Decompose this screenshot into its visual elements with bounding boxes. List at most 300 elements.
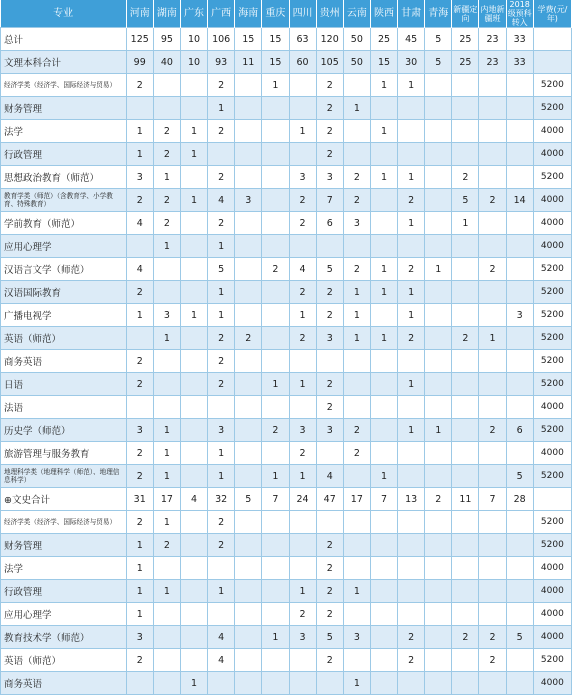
column-header: 甘肃 bbox=[398, 0, 425, 28]
quota-cell: 32 bbox=[208, 488, 235, 511]
row-label: 教育学类（师范）（含教育学、小学教育、特殊教育） bbox=[1, 189, 127, 212]
quota-cell: 2 bbox=[126, 74, 153, 97]
quota-cell bbox=[208, 672, 235, 695]
tuition-cell: 5200 bbox=[533, 74, 571, 97]
quota-cell bbox=[289, 557, 316, 580]
quota-cell bbox=[506, 258, 533, 281]
column-header: 陕西 bbox=[370, 0, 397, 28]
quota-cell bbox=[479, 74, 506, 97]
quota-cell: 2 bbox=[398, 258, 425, 281]
quota-cell bbox=[153, 258, 180, 281]
quota-cell bbox=[262, 235, 289, 258]
quota-cell: 7 bbox=[479, 488, 506, 511]
table-row bbox=[1, 212, 572, 235]
quota-cell bbox=[262, 672, 289, 695]
tuition-cell: 4000 bbox=[533, 396, 571, 419]
quota-cell: 1 bbox=[452, 212, 479, 235]
quota-cell bbox=[235, 465, 262, 488]
quota-cell bbox=[479, 396, 506, 419]
quota-cell: 2 bbox=[289, 442, 316, 465]
quota-cell: 15 bbox=[235, 28, 262, 51]
tuition-cell: 4000 bbox=[533, 143, 571, 166]
column-header: 广东 bbox=[180, 0, 207, 28]
row-label: 日语 bbox=[1, 373, 127, 396]
quota-cell bbox=[506, 442, 533, 465]
quota-cell bbox=[452, 442, 479, 465]
quota-cell: 1 bbox=[370, 74, 397, 97]
quota-cell bbox=[452, 396, 479, 419]
quota-cell: 1 bbox=[208, 235, 235, 258]
quota-cell: 3 bbox=[126, 166, 153, 189]
quota-cell bbox=[425, 120, 452, 143]
table-row bbox=[1, 534, 572, 557]
quota-cell: 1 bbox=[126, 304, 153, 327]
quota-cell: 2 bbox=[316, 580, 343, 603]
row-label: 汉语言文学（师范） bbox=[1, 258, 127, 281]
quota-cell: 63 bbox=[289, 28, 316, 51]
column-header: 重庆 bbox=[262, 0, 289, 28]
tuition-cell: 5200 bbox=[533, 350, 571, 373]
quota-cell bbox=[370, 580, 397, 603]
quota-cell: 1 bbox=[370, 327, 397, 350]
quota-cell bbox=[506, 350, 533, 373]
quota-cell: 1 bbox=[289, 304, 316, 327]
quota-cell: 1 bbox=[343, 672, 370, 695]
quota-cell: 28 bbox=[506, 488, 533, 511]
quota-cell bbox=[180, 166, 207, 189]
quota-cell bbox=[479, 235, 506, 258]
quota-cell bbox=[343, 373, 370, 396]
quota-cell: 1 bbox=[126, 557, 153, 580]
quota-cell bbox=[398, 465, 425, 488]
quota-cell bbox=[289, 74, 316, 97]
quota-cell bbox=[370, 350, 397, 373]
quota-cell: 4 bbox=[180, 488, 207, 511]
quota-cell: 2 bbox=[153, 143, 180, 166]
row-label: 地理科学类（地理科学（师范）、地理信息科学） bbox=[1, 465, 127, 488]
quota-cell: 2 bbox=[479, 258, 506, 281]
quota-cell bbox=[153, 626, 180, 649]
quota-cell bbox=[479, 442, 506, 465]
quota-cell: 1 bbox=[208, 465, 235, 488]
quota-cell: 2 bbox=[479, 626, 506, 649]
quota-cell bbox=[425, 580, 452, 603]
quota-cell: 3 bbox=[343, 626, 370, 649]
column-header: 内地新疆班 bbox=[479, 0, 506, 28]
quota-cell bbox=[506, 212, 533, 235]
quota-cell bbox=[126, 396, 153, 419]
quota-cell bbox=[235, 258, 262, 281]
quota-cell bbox=[479, 97, 506, 120]
quota-cell bbox=[370, 672, 397, 695]
quota-cell bbox=[343, 649, 370, 672]
quota-cell: 24 bbox=[289, 488, 316, 511]
quota-cell bbox=[425, 373, 452, 396]
quota-cell bbox=[235, 603, 262, 626]
quota-cell: 4 bbox=[316, 465, 343, 488]
quota-cell bbox=[425, 166, 452, 189]
quota-cell bbox=[398, 442, 425, 465]
quota-cell bbox=[235, 626, 262, 649]
quota-cell bbox=[235, 649, 262, 672]
quota-cell: 1 bbox=[153, 580, 180, 603]
quota-cell bbox=[316, 235, 343, 258]
quota-cell bbox=[506, 580, 533, 603]
quota-cell bbox=[153, 396, 180, 419]
quota-cell bbox=[479, 580, 506, 603]
quota-cell: 2 bbox=[289, 603, 316, 626]
row-label: 总计 bbox=[1, 28, 127, 51]
quota-cell: 1 bbox=[180, 143, 207, 166]
quota-cell bbox=[343, 120, 370, 143]
quota-cell bbox=[452, 74, 479, 97]
quota-cell: 2 bbox=[316, 603, 343, 626]
table-row bbox=[1, 419, 572, 442]
quota-cell: 1 bbox=[289, 373, 316, 396]
table-row bbox=[1, 511, 572, 534]
tuition-cell: 4000 bbox=[533, 557, 571, 580]
quota-cell bbox=[180, 258, 207, 281]
quota-cell: 1 bbox=[126, 143, 153, 166]
quota-cell: 31 bbox=[126, 488, 153, 511]
tuition-cell: 4000 bbox=[533, 603, 571, 626]
quota-cell: 2 bbox=[316, 373, 343, 396]
quota-cell: 1 bbox=[398, 281, 425, 304]
row-label: 财务管理 bbox=[1, 97, 127, 120]
quota-cell bbox=[262, 327, 289, 350]
quota-cell bbox=[479, 603, 506, 626]
quota-cell bbox=[452, 534, 479, 557]
quota-cell: 14 bbox=[506, 189, 533, 212]
quota-cell bbox=[235, 534, 262, 557]
quota-cell bbox=[262, 304, 289, 327]
quota-cell bbox=[180, 580, 207, 603]
quota-cell bbox=[262, 97, 289, 120]
table-row bbox=[1, 235, 572, 258]
quota-cell: 2 bbox=[262, 419, 289, 442]
row-label: 商务英语 bbox=[1, 672, 127, 695]
quota-cell bbox=[370, 511, 397, 534]
quota-cell bbox=[370, 189, 397, 212]
quota-cell: 2 bbox=[452, 626, 479, 649]
column-header: 新疆定向 bbox=[452, 0, 479, 28]
quota-cell: 2 bbox=[208, 373, 235, 396]
quota-cell: 2 bbox=[343, 442, 370, 465]
table-row bbox=[1, 189, 572, 212]
column-header: 云南 bbox=[343, 0, 370, 28]
quota-cell bbox=[452, 373, 479, 396]
quota-cell bbox=[398, 672, 425, 695]
table-body bbox=[1, 28, 572, 695]
row-label: 法语 bbox=[1, 396, 127, 419]
quota-cell: 105 bbox=[316, 51, 343, 74]
quota-cell bbox=[425, 534, 452, 557]
quota-cell bbox=[370, 534, 397, 557]
quota-cell: 60 bbox=[289, 51, 316, 74]
quota-cell: 1 bbox=[370, 258, 397, 281]
quota-cell: 15 bbox=[262, 28, 289, 51]
quota-cell bbox=[235, 304, 262, 327]
quota-cell bbox=[153, 557, 180, 580]
quota-cell: 2 bbox=[153, 534, 180, 557]
quota-cell: 2 bbox=[452, 166, 479, 189]
quota-cell: 47 bbox=[316, 488, 343, 511]
quota-cell bbox=[126, 672, 153, 695]
quota-cell bbox=[398, 557, 425, 580]
quota-cell bbox=[343, 534, 370, 557]
row-label: 学前教育（师范） bbox=[1, 212, 127, 235]
quota-cell bbox=[425, 304, 452, 327]
row-label: 旅游管理与服务教育 bbox=[1, 442, 127, 465]
quota-cell bbox=[235, 511, 262, 534]
quota-cell bbox=[425, 350, 452, 373]
quota-cell: 93 bbox=[208, 51, 235, 74]
quota-cell: 2 bbox=[153, 212, 180, 235]
quota-cell bbox=[425, 672, 452, 695]
quota-cell bbox=[289, 511, 316, 534]
quota-cell: 1 bbox=[126, 120, 153, 143]
quota-cell bbox=[180, 350, 207, 373]
quota-cell: 1 bbox=[289, 120, 316, 143]
quota-cell: 2 bbox=[398, 649, 425, 672]
quota-cell: 1 bbox=[208, 580, 235, 603]
quota-cell: 1 bbox=[398, 304, 425, 327]
quota-cell bbox=[153, 74, 180, 97]
quota-cell: 10 bbox=[180, 28, 207, 51]
quota-cell bbox=[153, 373, 180, 396]
column-header: 河南 bbox=[126, 0, 153, 28]
quota-cell bbox=[153, 97, 180, 120]
quota-cell: 2 bbox=[126, 281, 153, 304]
quota-cell bbox=[425, 557, 452, 580]
quota-cell: 6 bbox=[506, 419, 533, 442]
quota-cell bbox=[180, 97, 207, 120]
quota-cell bbox=[506, 97, 533, 120]
quota-cell: 3 bbox=[289, 626, 316, 649]
row-label: 经济学类（经济学、国际经济与贸易） bbox=[1, 74, 127, 97]
quota-cell bbox=[398, 511, 425, 534]
header-row bbox=[1, 0, 572, 28]
quota-cell: 5 bbox=[316, 258, 343, 281]
quota-cell: 1 bbox=[370, 166, 397, 189]
quota-cell bbox=[180, 626, 207, 649]
row-label: 思想政治教育（师范） bbox=[1, 166, 127, 189]
table-row bbox=[1, 304, 572, 327]
table-row bbox=[1, 258, 572, 281]
quota-cell bbox=[452, 649, 479, 672]
row-label: 法学 bbox=[1, 120, 127, 143]
quota-cell: 2 bbox=[316, 557, 343, 580]
quota-cell: 50 bbox=[343, 28, 370, 51]
quota-cell bbox=[452, 304, 479, 327]
quota-cell: 1 bbox=[180, 189, 207, 212]
quota-cell: 2 bbox=[479, 189, 506, 212]
quota-cell: 50 bbox=[343, 51, 370, 74]
table-row bbox=[1, 74, 572, 97]
tuition-cell: 5200 bbox=[533, 166, 571, 189]
quota-cell bbox=[180, 281, 207, 304]
quota-cell bbox=[235, 350, 262, 373]
quota-cell bbox=[398, 235, 425, 258]
quota-cell bbox=[343, 350, 370, 373]
quota-cell bbox=[235, 396, 262, 419]
quota-cell bbox=[235, 580, 262, 603]
table-row bbox=[1, 281, 572, 304]
row-label: 商务英语 bbox=[1, 350, 127, 373]
table-row bbox=[1, 465, 572, 488]
quota-cell bbox=[506, 74, 533, 97]
quota-cell: 3 bbox=[506, 304, 533, 327]
tuition-cell: 4000 bbox=[533, 235, 571, 258]
quota-cell bbox=[180, 534, 207, 557]
tuition-cell: 4000 bbox=[533, 672, 571, 695]
quota-cell: 1 bbox=[262, 626, 289, 649]
quota-cell: 2 bbox=[126, 189, 153, 212]
table-row bbox=[1, 603, 572, 626]
quota-cell bbox=[479, 350, 506, 373]
quota-cell: 2 bbox=[208, 166, 235, 189]
quota-cell: 3 bbox=[343, 212, 370, 235]
tuition-cell: 5200 bbox=[533, 97, 571, 120]
quota-cell: 1 bbox=[126, 580, 153, 603]
quota-cell: 5 bbox=[425, 51, 452, 74]
quota-cell bbox=[153, 603, 180, 626]
quota-cell bbox=[452, 235, 479, 258]
quota-cell: 2 bbox=[289, 212, 316, 235]
quota-cell: 1 bbox=[153, 235, 180, 258]
column-header: 贵州 bbox=[316, 0, 343, 28]
quota-cell: 3 bbox=[126, 626, 153, 649]
quota-cell bbox=[208, 143, 235, 166]
tuition-cell bbox=[533, 28, 571, 51]
quota-cell: 2 bbox=[316, 120, 343, 143]
row-label: 英语（师范） bbox=[1, 649, 127, 672]
quota-cell bbox=[262, 396, 289, 419]
quota-cell bbox=[316, 350, 343, 373]
quota-cell: 2 bbox=[289, 189, 316, 212]
quota-cell: 2 bbox=[343, 189, 370, 212]
quota-cell: 1 bbox=[398, 74, 425, 97]
quota-cell: 1 bbox=[370, 465, 397, 488]
quota-cell: 5 bbox=[235, 488, 262, 511]
quota-cell bbox=[452, 557, 479, 580]
quota-cell: 106 bbox=[208, 28, 235, 51]
quota-cell: 2 bbox=[316, 143, 343, 166]
quota-cell bbox=[370, 143, 397, 166]
table-row bbox=[1, 488, 572, 511]
quota-cell: 3 bbox=[208, 419, 235, 442]
row-label: 文理本科合计 bbox=[1, 51, 127, 74]
quota-cell: 1 bbox=[126, 534, 153, 557]
quota-cell bbox=[425, 649, 452, 672]
quota-cell: 1 bbox=[289, 465, 316, 488]
quota-cell bbox=[398, 350, 425, 373]
quota-cell bbox=[262, 350, 289, 373]
quota-cell: 4 bbox=[126, 258, 153, 281]
quota-cell: 1 bbox=[208, 304, 235, 327]
quota-cell: 1 bbox=[343, 281, 370, 304]
quota-cell bbox=[180, 511, 207, 534]
quota-cell bbox=[235, 212, 262, 235]
quota-cell: 5 bbox=[506, 626, 533, 649]
row-label: 财务管理 bbox=[1, 534, 127, 557]
quota-cell: 4 bbox=[208, 626, 235, 649]
quota-cell bbox=[343, 511, 370, 534]
quota-cell: 25 bbox=[452, 28, 479, 51]
quota-cell bbox=[289, 672, 316, 695]
quota-cell bbox=[126, 97, 153, 120]
column-header: 学费(元/年) bbox=[533, 0, 571, 28]
quota-cell bbox=[235, 373, 262, 396]
quota-cell bbox=[370, 212, 397, 235]
quota-cell: 1 bbox=[153, 511, 180, 534]
quota-cell: 2 bbox=[398, 626, 425, 649]
quota-cell bbox=[370, 235, 397, 258]
row-label: 教育技术学（师范） bbox=[1, 626, 127, 649]
table-row bbox=[1, 672, 572, 695]
quota-cell: 2 bbox=[126, 373, 153, 396]
quota-cell bbox=[289, 350, 316, 373]
column-header: 四川 bbox=[289, 0, 316, 28]
tuition-cell: 5200 bbox=[533, 534, 571, 557]
row-label: 法学 bbox=[1, 557, 127, 580]
quota-cell bbox=[180, 557, 207, 580]
quota-cell: 3 bbox=[316, 419, 343, 442]
quota-cell: 10 bbox=[180, 51, 207, 74]
quota-cell bbox=[262, 580, 289, 603]
quota-cell: 125 bbox=[126, 28, 153, 51]
quota-cell bbox=[398, 534, 425, 557]
quota-cell bbox=[262, 189, 289, 212]
quota-cell: 2 bbox=[425, 488, 452, 511]
quota-cell bbox=[452, 143, 479, 166]
quota-cell bbox=[235, 143, 262, 166]
quota-cell bbox=[262, 166, 289, 189]
quota-cell: 3 bbox=[126, 419, 153, 442]
quota-cell: 1 bbox=[208, 281, 235, 304]
quota-cell bbox=[235, 74, 262, 97]
quota-cell: 5 bbox=[316, 626, 343, 649]
quota-cell: 6 bbox=[316, 212, 343, 235]
quota-cell: 3 bbox=[316, 166, 343, 189]
quota-cell bbox=[370, 419, 397, 442]
quota-cell bbox=[479, 465, 506, 488]
quota-cell bbox=[425, 626, 452, 649]
quota-cell bbox=[208, 557, 235, 580]
quota-cell: 11 bbox=[235, 51, 262, 74]
quota-cell: 4 bbox=[289, 258, 316, 281]
quota-cell: 1 bbox=[153, 442, 180, 465]
quota-cell: 4 bbox=[208, 649, 235, 672]
quota-cell bbox=[452, 350, 479, 373]
quota-cell bbox=[235, 442, 262, 465]
quota-cell bbox=[506, 281, 533, 304]
quota-cell: 2 bbox=[208, 511, 235, 534]
quota-cell bbox=[262, 281, 289, 304]
row-label: 广播电视学 bbox=[1, 304, 127, 327]
quota-cell bbox=[289, 143, 316, 166]
row-label: 历史学（师范） bbox=[1, 419, 127, 442]
quota-cell: 2 bbox=[289, 327, 316, 350]
tuition-cell: 4000 bbox=[533, 580, 571, 603]
quota-cell bbox=[452, 281, 479, 304]
table-row bbox=[1, 97, 572, 120]
quota-cell bbox=[262, 649, 289, 672]
row-label: 经济学类（经济学、国际经济与贸易） bbox=[1, 511, 127, 534]
quota-cell: 2 bbox=[153, 120, 180, 143]
quota-cell: 7 bbox=[316, 189, 343, 212]
quota-cell bbox=[425, 97, 452, 120]
